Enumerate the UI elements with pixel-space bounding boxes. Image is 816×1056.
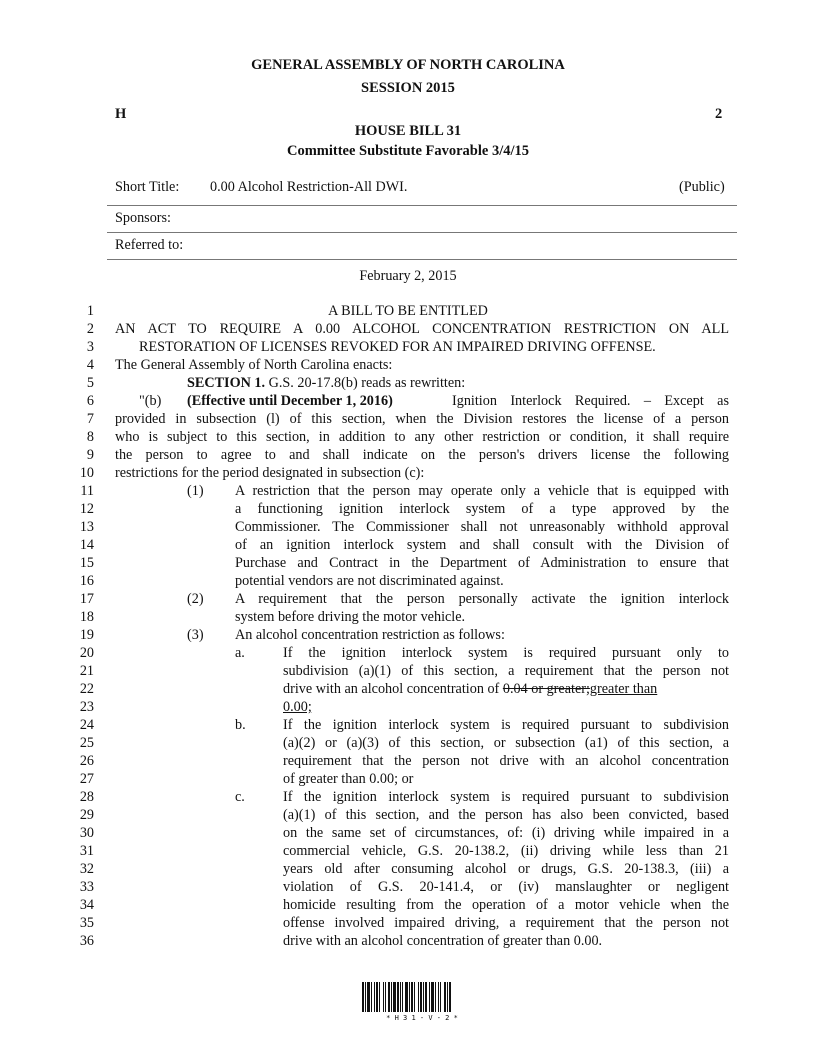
line-number: 29 bbox=[79, 807, 94, 823]
line-number: 23 bbox=[79, 699, 94, 715]
chamber-letter: H bbox=[115, 106, 127, 122]
line-number: 36 bbox=[79, 933, 94, 949]
short-title-label: Short Title: bbox=[115, 179, 180, 195]
line-number: 13 bbox=[79, 519, 94, 535]
line-number: 25 bbox=[79, 735, 94, 751]
subitem-label: b. bbox=[235, 717, 246, 733]
bill-title: HOUSE BILL 31 bbox=[354, 123, 462, 139]
line-number: 35 bbox=[79, 915, 94, 931]
body-line: who is subject to this section, in addition to any other restriction or condition, it shall require bbox=[115, 429, 729, 445]
barcode-bars bbox=[362, 982, 451, 1012]
body-line: provided in subsection (l) of this section, when the Division restores the license of a person bbox=[115, 411, 729, 427]
divider bbox=[107, 205, 737, 206]
line-number: 33 bbox=[79, 879, 94, 895]
line-number: 26 bbox=[79, 753, 94, 769]
line-number: 20 bbox=[79, 645, 94, 661]
body-line: violation of G.S. 20-141.4, or (iv) manslaughter or negligent bbox=[283, 879, 729, 895]
line-number: 10 bbox=[79, 465, 94, 481]
line-number: 12 bbox=[79, 501, 94, 517]
line-number: 11 bbox=[80, 483, 94, 499]
body-line: A requirement that the person personally activate the ignition interlock bbox=[235, 591, 729, 607]
line-number: 31 bbox=[79, 843, 94, 859]
line-number: 22 bbox=[79, 681, 94, 697]
item-number: (3) bbox=[187, 627, 204, 643]
body-line: If the ignition interlock system is required pursuant to subdivision bbox=[283, 717, 729, 733]
line-number: 7 bbox=[86, 411, 94, 427]
enacting-clause: The General Assembly of North Carolina enacts: bbox=[115, 357, 393, 373]
body-line: requirement that the person not drive with an alcohol concentration bbox=[283, 753, 729, 769]
act-title-line: AN ACT TO REQUIRE A 0.00 ALCOHOL CONCENTRATION RESTRICTION ON ALL bbox=[115, 321, 729, 337]
line-number: 34 bbox=[79, 897, 94, 913]
body-line: system before driving the motor vehicle. bbox=[235, 609, 466, 625]
referred-label: Referred to: bbox=[115, 237, 184, 253]
body-line: A restriction that the person may operate only a vehicle that is equipped with bbox=[235, 483, 729, 499]
body-line: years old after consuming alcohol or drugs, G.S. 20-138.3, (iii) a bbox=[283, 861, 729, 877]
subitem-label: a. bbox=[235, 645, 245, 661]
line-number: 1 bbox=[86, 303, 94, 319]
line-number: 18 bbox=[79, 609, 94, 625]
bill-heading: A BILL TO BE ENTITLED bbox=[328, 303, 488, 319]
body-line: potential vendors are not discriminated against. bbox=[235, 573, 504, 589]
body-line: on the same set of circumstances, of: (i) driving while impaired in a bbox=[283, 825, 729, 841]
body-line: (a)(1) of this section, and the person has also been convicted, based bbox=[283, 807, 729, 823]
body-line: of an ignition interlock system and shall consult with the Division of bbox=[235, 537, 729, 553]
section-label: SECTION 1. bbox=[187, 375, 266, 391]
barcode bbox=[360, 982, 484, 1022]
sponsors-label: Sponsors: bbox=[115, 210, 171, 226]
line-number: 16 bbox=[79, 573, 94, 589]
line-number: 15 bbox=[79, 555, 94, 571]
subitem-label: c. bbox=[235, 789, 245, 805]
line-number: 32 bbox=[79, 861, 94, 877]
body-line: drive with an alcohol concentration of greater than 0.00. bbox=[283, 933, 603, 949]
line-number: 30 bbox=[79, 825, 94, 841]
assembly-title: GENERAL ASSEMBLY OF NORTH CAROLINA bbox=[251, 57, 565, 73]
inserted-text: 0.00; bbox=[283, 699, 312, 715]
body-line: of greater than 0.00; or bbox=[283, 771, 414, 787]
body-line: Commissioner. The Commissioner shall not unreasonably withhold approval bbox=[235, 519, 729, 535]
section-text: G.S. 20-17.8(b) reads as rewritten: bbox=[265, 375, 466, 391]
section-heading bbox=[187, 375, 465, 392]
item-number: (1) bbox=[187, 483, 204, 499]
public-label: (Public) bbox=[679, 179, 725, 195]
divider bbox=[107, 259, 737, 260]
line-number: 8 bbox=[86, 429, 94, 445]
body-line: If the ignition interlock system is required pursuant only to bbox=[283, 645, 729, 661]
line-number: 4 bbox=[86, 357, 94, 373]
line-number: 27 bbox=[79, 771, 94, 787]
body-line: offense involved impaired driving, a requirement that the person not bbox=[283, 915, 729, 931]
line-number: 21 bbox=[79, 663, 94, 679]
subsection-label: "(b) bbox=[139, 393, 162, 409]
line-number: 19 bbox=[79, 627, 94, 643]
line-number: 5 bbox=[86, 375, 94, 391]
body-line: Purchase and Contract in the Department of Administration to ensure that bbox=[235, 555, 729, 571]
body-line: the person to agree to and shall indicate on the person's drivers license the following bbox=[115, 447, 729, 463]
body-line: a functioning ignition interlock system of a type approved by the bbox=[235, 501, 729, 517]
item-number: (2) bbox=[187, 591, 204, 607]
body-line: commercial vehicle, G.S. 20-138.2, (ii) driving while less than 21 bbox=[283, 843, 729, 859]
line-number: 6 bbox=[86, 393, 94, 409]
short-title-value: 0.00 Alcohol Restriction-All DWI. bbox=[210, 179, 408, 195]
version-number: 2 bbox=[715, 106, 723, 122]
body-line bbox=[283, 681, 657, 698]
text: drive with an alcohol concentration of bbox=[283, 681, 503, 697]
line-number: 28 bbox=[79, 789, 94, 805]
session-title: SESSION 2015 bbox=[361, 80, 455, 96]
version-note: Committee Substitute Favorable 3/4/15 bbox=[286, 143, 530, 159]
line-number: 24 bbox=[79, 717, 94, 733]
divider bbox=[107, 232, 737, 233]
line-number: 17 bbox=[79, 591, 94, 607]
effective-note: (Effective until December 1, 2016) bbox=[187, 393, 393, 409]
line-number: 14 bbox=[79, 537, 94, 553]
deleted-text: 0.04 or greater; bbox=[502, 681, 590, 697]
body-line: An alcohol concentration restriction as follows: bbox=[235, 627, 505, 643]
body-line: If the ignition interlock system is required pursuant to subdivision bbox=[283, 789, 729, 805]
act-title-line: RESTORATION OF LICENSES REVOKED FOR AN IMPAIRED DRIVING OFFENSE. bbox=[139, 339, 656, 355]
body-line: (a)(2) or (a)(3) of this section, or subsection (a1) of this section, a bbox=[283, 735, 729, 751]
inserted-text: greater than bbox=[589, 681, 658, 697]
bill-date: February 2, 2015 bbox=[359, 268, 457, 284]
barcode-text: * H 3 1 - V - 2 * bbox=[386, 1014, 458, 1022]
body-line: Ignition Interlock Required. – Except as bbox=[452, 393, 729, 409]
line-number: 3 bbox=[86, 339, 94, 355]
body-line: homicide resulting from the operation of a motor vehicle when the bbox=[283, 897, 729, 913]
line-number: 9 bbox=[86, 447, 94, 463]
line-number: 2 bbox=[86, 321, 94, 337]
body-line: restrictions for the period designated in subsection (c): bbox=[115, 465, 425, 481]
body-line: subdivision (a)(1) of this section, a requirement that the person not bbox=[283, 663, 729, 679]
